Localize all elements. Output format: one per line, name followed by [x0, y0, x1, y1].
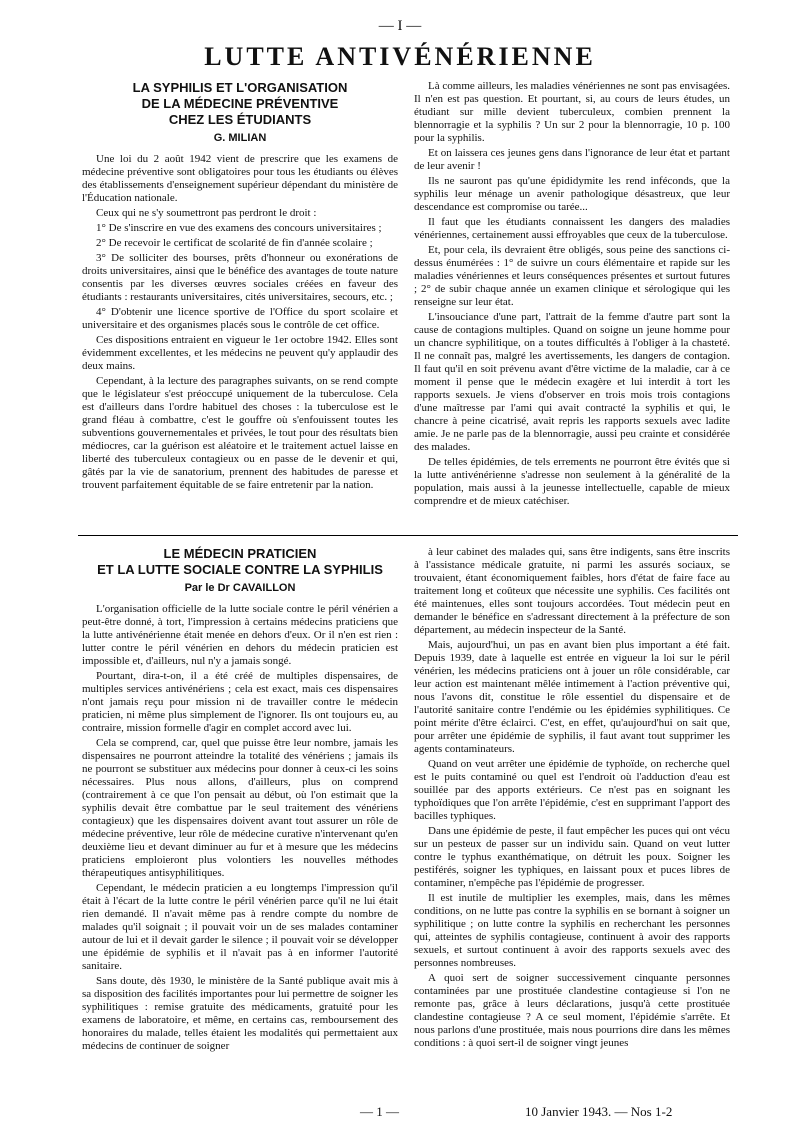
- article2-left-column: [82, 546, 398, 1055]
- paragraph: 4° D'obtenir une licence sportive de l'Office du sport scolaire et universitaire et des organismes placés sous le contrôle de cet office.: [82, 306, 398, 331]
- article1-author: G. MILIAN: [213, 132, 267, 144]
- paragraph: Ils ne sauront pas qu'une épididymite les rend inféconds, que la syphilis leur ménage un avenir pathologique désastreux, que leur descendance est compromise ou tarée...: [414, 175, 730, 213]
- paragraph: Là comme ailleurs, les maladies vénériennes ne sont pas envisagées. Il n'en est pas question. Et pourtant, si, au cours de leurs études, un étudiant sur mille devient tuberculeux, combien prennent la blennorragie et la syphilis ? Un sur 2 pour la blennorragie, 10 p. 100 pour la syphilis.: [414, 80, 730, 144]
- paragraph: à leur cabinet des malades qui, sans être indigents, sans être inscrits à l'assistance médicale gratuite, ni parmi les assurés sociaux, se trouvaient, étant économiquement faibles, hors d'état de faire face au traitement long et coûteux que nécessite une syphilis. Ces facilités ont été maintenues, elles sont toujours accordées. Tout médecin peut en demander le bénéfice en s'adressant directement à la préfecture de son département, au médecin inspecteur de la Santé.: [414, 546, 730, 636]
- article1-title-line: LA SYPHILIS ET L'ORGANISATION: [132, 80, 348, 95]
- paragraph: Il faut que les étudiants connaissent les dangers des maladies vénériennes, certainement aussi effroyables que ceux de la tuberculose.: [414, 216, 730, 241]
- paragraph: Quand on veut arrêter une épidémie de typhoïde, on recherche quel est le puits contaminé ou quel est l'endroit où l'adduction d'eau est souillée par des apports extérieurs. Ce n'est pas en soignant les typhoïdiques que l'on arrête l'épidémie, c'est en supprimant l'apport des bacilles typhiques.: [414, 758, 730, 822]
- article2-author: Par le Dr CAVAILLON: [184, 582, 296, 594]
- article1-right-column: [414, 80, 730, 510]
- paragraph: Mais, aujourd'hui, un pas en avant bien plus important a été fait. Depuis 1939, date à laquelle est entrée en vigueur la loi sur le péril vénérien, les médecins praticiens ont à jouer un rôle considérable, car leur action est maintenant mêlée intimement à l'action préventive qui, nous l'avons dit, constitue le rôle essentiel du dispensaire et de l'autorité sanitaire contre l'endémie ou les épidémies syphilitiques. Ce point mérite d'être éclairci. C'est, en effet, qu'aujourd'hui on sait que, pour arrêter une épidémie de syphilis, il faut avant tout supprimer les agents contaminateurs.: [414, 639, 730, 755]
- paragraph: Dans une épidémie de peste, il faut empêcher les puces qui ont vécu sur un pesteux de passer sur un individu sain. Quand on veut lutter contre le typhus exanthématique, on détruit les poux. Soigner les pestiférés, soigner les typhiques, en laissant poux et puces libres de contaminer, n'empêche pas l'épidémie de progresser.: [414, 825, 730, 889]
- paragraph: Il est inutile de multiplier les exemples, mais, dans les mêmes conditions, on ne lutte pas contre la syphilis en se bornant à soigner un syphilitique ; on lutte contre la syphilis en recherchant les personnes qui, atteintes de syphilis contagieuse, continuent à avoir des rapports sexuels, et surtout continuent à avoir des rapports sexuels avec des personnes nombreuses.: [414, 892, 730, 969]
- article1-title-line: DE LA MÉDECINE PRÉVENTIVE: [141, 96, 339, 111]
- paragraph: 1° De s'inscrire en vue des examens des concours universitaires ;: [96, 222, 382, 234]
- paragraph: De telles épidémies, de tels errements ne pourront être évités que si la lutte antivénérienne s'adresse non seulement à la généralité de la population, mais aussi à la jeunesse intellectuelle, capable de mieux comprendre et de mieux catéchiser.: [414, 456, 730, 507]
- paragraph: Et on laissera ces jeunes gens dans l'ignorance de leur état et partant de leur avenir !: [414, 147, 730, 172]
- article1-left-column: [82, 80, 398, 494]
- paragraph: Ces dispositions entraient en vigueur le 1er octobre 1942. Elles sont évidemment excellentes, et les médecins ne peuvent qu'y applaudir des deux mains.: [82, 334, 398, 372]
- footer-date-issue: 10 Janvier 1943. — Nos 1-2: [525, 1104, 673, 1119]
- article1-title-line: CHEZ LES ÉTUDIANTS: [168, 112, 312, 127]
- article2-right-column: [414, 546, 730, 1052]
- paragraph: L'insouciance d'une part, l'attrait de la femme d'autre part sont la cause de contagions multiples. Quand on soigne un jeune homme pour un chancre syphilitique, on a toutes difficultés à l'obliger à la chasteté. Il ne connaît pas, malgré les avertissements, les dangers de contagion. Il faut qu'il en soit prévenu avant d'être victime de la maladie, car à ce moment il pense que le médecin exagère et lui interdit à tort les rapports sexuels. Je viens d'observer en trois mois trois contagions d'une maîtresse par l'ami qui avait contracté la syphilis et qui, le chancre à peine cicatrisé, avait repris les rapports sexuels avec ladite amie. Je ne parle pas de la blennorragie, aussi peu crainte et considérée des malades.: [414, 311, 730, 453]
- paragraph: 3° De solliciter des bourses, prêts d'honneur ou exonérations de droits universitaires, ainsi que le bénéfice des avantages de toute nature consentis par les diverses œuvres sociales créées en faveur des étudiants : restaurants universitaires, cités universitaires, secours, etc. ;: [82, 252, 398, 303]
- paragraph: L'organisation officielle de la lutte sociale contre le péril vénérien a peut-être donné, à tort, l'impression à certains médecins praticiens que la lutte antivénérienne était menée en dehors d'eux. Or il n'en est rien : lutter contre le péril vénérien en dehors du médecin praticien est impossible et, d'ailleurs, nul n'y a jamais songé.: [82, 603, 398, 667]
- top-page-number: — I —: [378, 18, 422, 34]
- paragraph: Cependant, à la lecture des paragraphes suivants, on se rend compte que le législateur s'est préoccupé uniquement de la tuberculose. Cela est d'ailleurs dans l'ordre habituel des choses : la tuberculose est le grand fléau à combattre, c'est le gouffre où s'enfouissent toutes les subventions gouvernementales et privées, le tout pour des résultats bien médiocres, car la guérison est aléatoire et le traitement actuel laisse en liberté des tuberculeux contagieux ou en passe de le devenir et qui, gâtés par la vie de sanatorium, prennent des habitudes de paresse et trouvent parfaitement équitable de se faire entretenir par la nation.: [82, 375, 398, 491]
- article2-title-line: LE MÉDECIN PRATICIEN: [163, 546, 317, 561]
- page-title: LUTTE ANTIVÉNÉRIENNE: [204, 42, 596, 71]
- paragraph: Pourtant, dira-t-on, il a été créé de multiples dispensaires, de multiples services antivénériens ; cela est exact, mais ces dispensaires n'ont jamais reçu pour mission ni de travailler contre le médecin praticien, ni même plus simplement de l'ignorer. Ils ont toujours eu, au contraire, mission formelle d'agir en complet accord avec lui.: [82, 670, 398, 734]
- paragraph: Ceux qui ne s'y soumettront pas perdront le droit :: [96, 207, 317, 219]
- paragraph: Cela se comprend, car, quel que puisse être leur nombre, jamais les dispensaires ne pourront atteindre la totalité des vénériens ; jamais ils ne pourront se substituer aux médecins pour donner à ceux-ci les soins nécessaires. Plus nous allons, d'ailleurs, plus on comprend (contrairement à ce que l'on pensait au début, où l'on estimait que la syphilis devait être combattue par le seul traitement des vénériens contagieux) que les dispensaires doivent avant tout assurer un rôle de médecine préventive, leur rôle de médecine curative n'intervenant qu'en deuxième lieu et devant diminuer au fur et à mesure que les médecins praticiens emploieront plus volontiers les nouvelles méthodes thérapeutiques antisyphilitiques.: [82, 737, 398, 879]
- article-divider: [78, 535, 738, 536]
- paragraph: 2° De recevoir le certificat de scolarité de fin d'année scolaire ;: [96, 237, 373, 249]
- paragraph: Et, pour cela, ils devraient être obligés, sous peine des sanctions ci-dessus énumérées : 1° de suivre un cours élémentaire et rapide sur les maladies vénériennes et leurs conséquences présentes et surtout futures ; 2° de subir chaque année un examen clinique et sérologique qui les renseigne sur leur état.: [414, 244, 730, 308]
- paragraph: A quoi sert de soigner successivement cinquante personnes contaminées par une prostituée clandestine contagieuse si l'on ne remonte pas, grâce à leurs déclarations, jusqu'à cette prostituée clandestine contagieuse ? A ce seul moment, l'épidémie s'arrête. Et nous parlons d'une prostituée, mais nous pourrions dire dans les mêmes conditions : à quoi sert-il de soigner vingt jeunes: [414, 972, 730, 1049]
- paragraph: Sans doute, dès 1930, le ministère de la Santé publique avait mis à sa disposition des facilités importantes pour lui permettre de soigner les syphilitiques : remise gratuite des médicaments, gratuité pour les examens de laboratoire, et même, en certains cas, remboursement des honoraires du malade, telles étaient les modalités qui permettaient aux médecins de continuer de soigner: [82, 975, 398, 1052]
- paragraph: Une loi du 2 août 1942 vient de prescrire que les examens de médecine préventive sont obligatoires pour tous les étudiants ou élèves des établissements d'enseignement supérieur dépendant du ministère de l'Éducation nationale.: [82, 153, 398, 204]
- footer-page-number: — 1 —: [360, 1104, 399, 1119]
- article2-title-line: ET LA LUTTE SOCIALE CONTRE LA SYPHILIS: [97, 562, 383, 577]
- paragraph: Cependant, le médecin praticien a eu longtemps l'impression qu'il était à l'écart de la lutte contre le péril vénérien parce qu'il ne lui était rien demandé. Il n'avait même pas à rendre compte du nombre de malades qu'il soignait ; il pouvait voir un de ses malades contaminer autour de lui et il devait garder le silence ; il pouvait voir se développer une épidémie de syphilis et il n'avait pas à en informer l'autorité sanitaire.: [82, 882, 398, 972]
